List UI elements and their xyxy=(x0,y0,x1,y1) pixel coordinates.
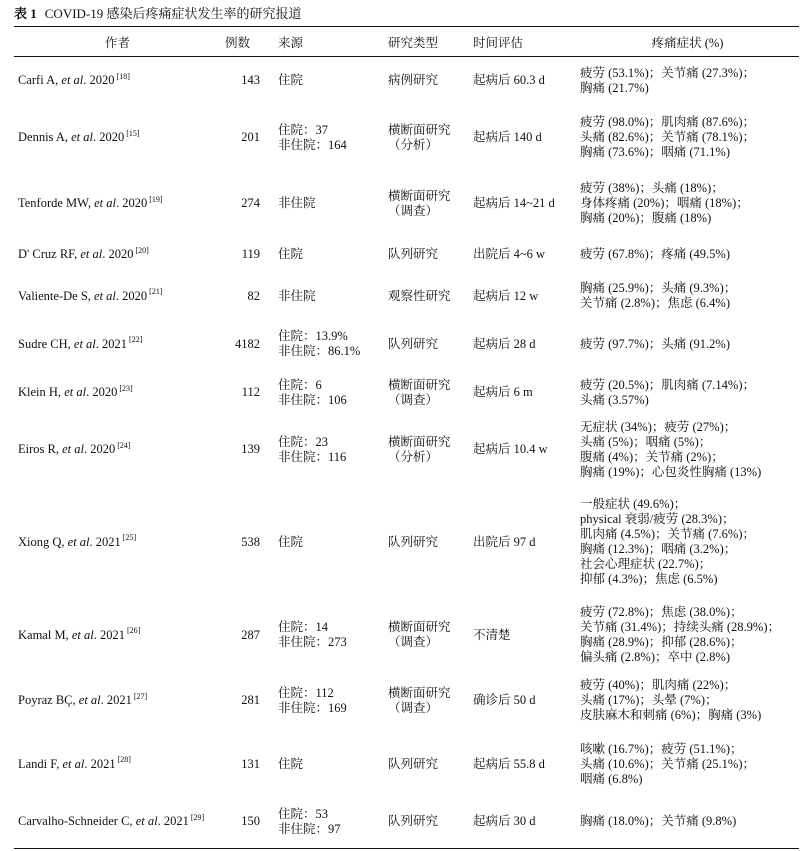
study-type-cell xyxy=(384,669,469,733)
cases-cell: 281 xyxy=(241,693,260,707)
source-line: 非住院：169 xyxy=(278,700,347,715)
source-line: 住院 xyxy=(278,73,304,88)
source-line: 住院 xyxy=(278,756,304,771)
pain-line: 胸痛 (18.0%)；关节痛 (9.8%) xyxy=(580,814,737,829)
source-line: 住院 xyxy=(278,534,304,549)
reference-number: [28] xyxy=(117,755,131,765)
author-year: . 2021 xyxy=(157,814,189,829)
author-year: . 2020 xyxy=(83,73,115,88)
author-year: . 2020 xyxy=(93,130,125,144)
author-cell xyxy=(14,237,221,273)
table-row xyxy=(14,237,799,273)
source-cell xyxy=(274,57,384,105)
header-cases: 例数 xyxy=(225,35,251,50)
pain-line: 疲劳 (53.1%)；关节痛 (27.3%)； xyxy=(580,65,755,80)
author-name: Carvalho-Schneider C, xyxy=(18,814,136,829)
author-cell xyxy=(14,57,221,105)
study-type-cell xyxy=(384,417,469,483)
author-etal: et al xyxy=(64,385,87,399)
table-header-row xyxy=(14,27,799,57)
author-year: . 2021 xyxy=(93,627,125,642)
source-line: 住院：13.9% xyxy=(278,329,348,343)
study-type-line: 队列研究 xyxy=(388,534,439,549)
header-study-type: 研究类型 xyxy=(388,35,439,50)
pain-line: 胸痛 (12.3%)；咽痛 (3.2%)； xyxy=(580,542,737,556)
table-row xyxy=(14,171,799,237)
pain-cell xyxy=(576,57,799,105)
source-line: 非住院 xyxy=(278,196,316,210)
time-cell: 起病后 12 w xyxy=(473,288,539,303)
source-line: 住院 xyxy=(278,247,304,261)
reference-number: [20] xyxy=(135,245,149,255)
study-type-line: 队列研究 xyxy=(388,814,439,829)
table-body xyxy=(14,57,799,849)
time-cell: 出院后 4~6 w xyxy=(473,247,546,261)
source-line: 住院：14 xyxy=(278,620,329,634)
source-cell xyxy=(274,483,384,602)
pain-cell xyxy=(576,669,799,733)
time-cell: 起病后 60.3 d xyxy=(473,73,545,88)
author-cell xyxy=(14,369,221,417)
pain-line: 疲劳 (38%)；头痛 (18%)； xyxy=(580,181,724,195)
pain-line: 胸痛 (73.6%)；咽痛 (71.1%) xyxy=(580,145,730,159)
source-line: 非住院 xyxy=(278,288,316,303)
pain-line: 疲劳 (40%)；肌肉痛 (22%)； xyxy=(580,678,737,692)
pain-cell xyxy=(576,369,799,417)
source-line: 住院：53 xyxy=(278,806,329,821)
header-time: 时间评估 xyxy=(473,35,524,50)
study-type-line: 横断面研究 xyxy=(388,377,451,392)
pain-line: 胸痛 (19%)；心包炎性胸痛 (13%) xyxy=(580,464,762,479)
pain-line: 胸痛 (28.9%)；抑郁 (28.6%)； xyxy=(580,635,743,649)
study-type-cell xyxy=(384,369,469,417)
pain-line: 关节痛 (2.8%)；焦虑 (6.4%) xyxy=(580,296,730,310)
author-name: Valiente-De S, xyxy=(18,288,95,303)
pain-line: 胸痛 (21.7%) xyxy=(580,80,649,95)
table-row xyxy=(14,417,799,483)
table-row xyxy=(14,602,799,669)
pain-cell xyxy=(576,171,799,237)
header-source: 来源 xyxy=(278,35,304,50)
study-type-cell xyxy=(384,320,469,369)
author-etal: et al xyxy=(94,196,116,210)
source-line: 非住院：97 xyxy=(278,821,341,836)
pain-cell xyxy=(576,273,799,320)
source-cell xyxy=(274,733,384,796)
author-etal: et al xyxy=(61,73,84,88)
study-type-cell xyxy=(384,57,469,105)
source-line: 非住院：106 xyxy=(278,392,347,407)
pain-line: 疲劳 (20.5%)；肌肉痛 (7.14%)； xyxy=(580,377,755,392)
author-year: . 2021 xyxy=(84,756,116,771)
cases-cell: 274 xyxy=(241,196,260,210)
table-caption xyxy=(14,5,302,23)
reference-number: [23] xyxy=(119,383,133,393)
time-cell: 起病后 14~21 d xyxy=(473,196,555,210)
author-name: Xiong Q, xyxy=(18,534,68,549)
study-type-line: 横断面研究 xyxy=(388,620,451,634)
study-type-cell xyxy=(384,602,469,669)
source-cell xyxy=(274,105,384,171)
study-type-line: 横断面研究 xyxy=(388,122,451,137)
table-row xyxy=(14,733,799,796)
author-etal: et al xyxy=(80,247,103,261)
cases-cell: 131 xyxy=(241,756,260,771)
study-type-line: 队列研究 xyxy=(388,336,439,351)
author-cell xyxy=(14,602,221,669)
table-row xyxy=(14,105,799,171)
study-type-cell xyxy=(384,105,469,171)
pain-line: physical 衰弱/疲劳 (28.3%)； xyxy=(580,512,735,526)
table-row xyxy=(14,320,799,369)
pain-cell xyxy=(576,796,799,849)
author-name: Sudre CH, xyxy=(18,336,74,351)
time-cell: 起病后 140 d xyxy=(473,130,542,144)
study-type-cell xyxy=(384,171,469,237)
cases-cell: 538 xyxy=(241,534,260,549)
table-label: 表 1 xyxy=(14,6,37,21)
source-line: 住院：6 xyxy=(278,377,322,392)
time-cell: 起病后 55.8 d xyxy=(473,756,545,771)
author-cell xyxy=(14,483,221,602)
pain-line: 头痛 (5%)；咽痛 (5%)； xyxy=(580,434,712,449)
author-cell xyxy=(14,171,221,237)
pain-line: 肌肉痛 (4.5%)；关节痛 (7.6%)； xyxy=(580,527,755,541)
author-year: . 2020 xyxy=(102,247,134,261)
time-cell: 确诊后 50 d xyxy=(473,693,536,707)
reference-number: [21] xyxy=(149,287,163,297)
source-line: 非住院：273 xyxy=(278,635,347,649)
table-row xyxy=(14,273,799,320)
study-type-line: 病例研究 xyxy=(388,73,439,88)
author-year: . 2021 xyxy=(89,534,121,549)
author-name: Tenforde MW, xyxy=(18,196,95,210)
study-type-cell xyxy=(384,237,469,273)
author-cell xyxy=(14,417,221,483)
pain-line: 胸痛 (20%)；腹痛 (18%) xyxy=(580,211,712,225)
table-row xyxy=(14,57,799,105)
author-cell xyxy=(14,733,221,796)
author-year: . 2020 xyxy=(115,196,148,210)
study-type-line: （调查） xyxy=(388,635,439,649)
cases-cell: 139 xyxy=(241,442,260,456)
cases-cell: 4182 xyxy=(235,336,260,351)
study-type-cell xyxy=(384,733,469,796)
source-line: 非住院：116 xyxy=(278,449,347,464)
author-name: Kamal M, xyxy=(18,627,72,642)
study-type-line: 横断面研究 xyxy=(388,434,451,449)
source-line: 非住院：86.1% xyxy=(278,344,361,358)
author-etal: et al xyxy=(135,814,158,829)
pain-line: 腹痛 (4%)；关节痛 (2%)； xyxy=(580,449,724,464)
study-type-cell xyxy=(384,273,469,320)
reference-number: [18] xyxy=(116,72,130,82)
reference-number: [25] xyxy=(122,533,137,543)
cases-cell: 201 xyxy=(241,130,260,144)
author-etal: et al xyxy=(67,534,90,549)
source-cell xyxy=(274,320,384,369)
source-cell xyxy=(274,237,384,273)
study-table xyxy=(14,26,799,849)
study-type-line: （调查） xyxy=(388,700,439,715)
time-cell: 起病后 6 m xyxy=(473,385,533,399)
pain-line: 疲劳 (97.7%)；头痛 (91.2%) xyxy=(580,336,730,351)
author-name: Eiros R, xyxy=(18,442,63,456)
pain-cell xyxy=(576,733,799,796)
author-cell xyxy=(14,320,221,369)
source-cell xyxy=(274,602,384,669)
author-etal: et al xyxy=(71,627,94,642)
source-line: 住院：37 xyxy=(278,122,329,137)
table-row xyxy=(14,669,799,733)
author-etal: et al xyxy=(94,288,116,303)
pain-cell xyxy=(576,237,799,273)
author-year: . 2021 xyxy=(95,336,128,351)
source-cell xyxy=(274,796,384,849)
study-type-line: （分析） xyxy=(388,449,439,464)
pain-cell xyxy=(576,602,799,669)
study-type-line: 队列研究 xyxy=(388,756,439,771)
pain-line: 偏头痛 (2.8%)；卒中 (2.8%) xyxy=(580,650,730,664)
cases-cell: 150 xyxy=(241,814,260,829)
author-cell xyxy=(14,796,221,849)
source-cell xyxy=(274,369,384,417)
table-row xyxy=(14,483,799,602)
reference-number: [26] xyxy=(126,626,141,636)
source-line: 住院：112 xyxy=(278,685,334,700)
source-cell xyxy=(274,417,384,483)
author-cell xyxy=(14,669,221,733)
pain-line: 胸痛 (25.9%)；头痛 (9.3%)； xyxy=(580,281,737,295)
study-type-line: （调查） xyxy=(388,203,439,218)
reference-number: [22] xyxy=(129,335,143,345)
source-line: 住院：23 xyxy=(278,434,329,449)
reference-number: [29] xyxy=(190,813,205,823)
pain-line: 头痛 (82.6%)；关节痛 (78.1%)； xyxy=(580,130,755,144)
author-year: . 2020 xyxy=(83,442,116,456)
study-type-line: （调查） xyxy=(388,392,439,407)
source-cell xyxy=(274,669,384,733)
pain-line: 头痛 (10.6%)；关节痛 (25.1%)； xyxy=(580,756,755,771)
author-name: Carfi A, xyxy=(18,73,62,88)
table-title: COVID-19 感染后疼痛症状发生率的研究报道 xyxy=(44,6,302,21)
pain-line: 无症状 (34%)；疲劳 (27%)； xyxy=(580,419,737,434)
source-cell xyxy=(274,171,384,237)
study-type-line: 横断面研究 xyxy=(388,685,451,700)
source-cell xyxy=(274,273,384,320)
pain-line: 咳嗽 (16.7%)；疲劳 (51.1%)； xyxy=(580,741,743,756)
table-row xyxy=(14,796,799,849)
author-name: D' Cruz RF, xyxy=(18,247,81,261)
pain-line: 一般症状 (49.6%)； xyxy=(580,497,687,511)
source-line: 非住院：164 xyxy=(278,137,347,152)
author-etal: et al xyxy=(62,756,85,771)
pain-cell xyxy=(576,320,799,369)
author-etal: et al xyxy=(73,336,96,351)
time-cell: 起病后 28 d xyxy=(473,336,536,351)
pain-line: 头痛 (17%)；头晕 (7%)； xyxy=(580,693,718,707)
study-type-line: 观察性研究 xyxy=(388,288,451,303)
time-cell: 出院后 97 d xyxy=(473,534,536,549)
cases-cell: 82 xyxy=(247,288,260,303)
author-etal: et al xyxy=(62,442,84,456)
pain-line: 皮肤麻木和刺痛 (6%)；胸痛 (3%) xyxy=(580,708,762,722)
study-type-line: 队列研究 xyxy=(388,247,439,261)
cases-cell: 143 xyxy=(241,73,260,88)
pain-line: 社会心理症状 (22.7%)； xyxy=(580,557,712,571)
pain-cell xyxy=(576,483,799,602)
reference-number: [27] xyxy=(133,691,148,701)
author-year: . 2020 xyxy=(86,385,118,399)
cases-cell: 112 xyxy=(241,385,260,399)
time-cell: 不清楚 xyxy=(473,627,511,642)
author-year: . 2020 xyxy=(115,288,148,303)
study-type-line: 横断面研究 xyxy=(388,188,451,203)
pain-cell xyxy=(576,105,799,171)
pain-line: 疲劳 (98.0%)；肌肉痛 (87.6%)； xyxy=(580,115,755,129)
study-type-cell xyxy=(384,483,469,602)
author-name: Klein H, xyxy=(18,385,65,399)
pain-line: 咽痛 (6.8%) xyxy=(580,771,643,786)
pain-line: 关节痛 (31.4%)；持续头痛 (28.9%)； xyxy=(580,620,780,634)
cases-cell: 287 xyxy=(241,627,260,642)
study-type-cell xyxy=(384,796,469,849)
header-author: 作者 xyxy=(104,35,130,50)
author-year: . 2021 xyxy=(100,693,132,707)
pain-line: 疲劳 (72.8%)；焦虑 (38.0%)； xyxy=(580,605,743,619)
pain-cell xyxy=(576,417,799,483)
time-cell: 起病后 30 d xyxy=(473,814,536,829)
pain-line: 身体疼痛 (20%)；咽痛 (18%)； xyxy=(580,196,749,210)
cases-cell: 119 xyxy=(241,247,260,261)
time-cell: 起病后 10.4 w xyxy=(473,442,548,456)
author-name: Landi F, xyxy=(18,756,63,771)
author-etal: et al xyxy=(71,130,93,144)
pain-line: 疲劳 (67.8%)；疼痛 (49.5%) xyxy=(580,247,730,261)
author-etal: et al xyxy=(78,693,101,707)
table-row xyxy=(14,369,799,417)
author-cell xyxy=(14,105,221,171)
pain-line: 抑郁 (4.3%)；焦虑 (6.5%) xyxy=(580,572,718,586)
reference-number: [24] xyxy=(117,440,131,450)
author-name: Poyraz BÇ, xyxy=(18,693,79,707)
author-cell xyxy=(14,273,221,320)
study-type-line: （分析） xyxy=(388,137,439,152)
reference-number: [15] xyxy=(126,128,140,138)
pain-line: 头痛 (3.57%) xyxy=(580,392,649,407)
header-pain: 疼痛症状 (%) xyxy=(651,35,724,50)
reference-number: [19] xyxy=(149,194,163,204)
author-name: Dennis A, xyxy=(18,130,72,144)
